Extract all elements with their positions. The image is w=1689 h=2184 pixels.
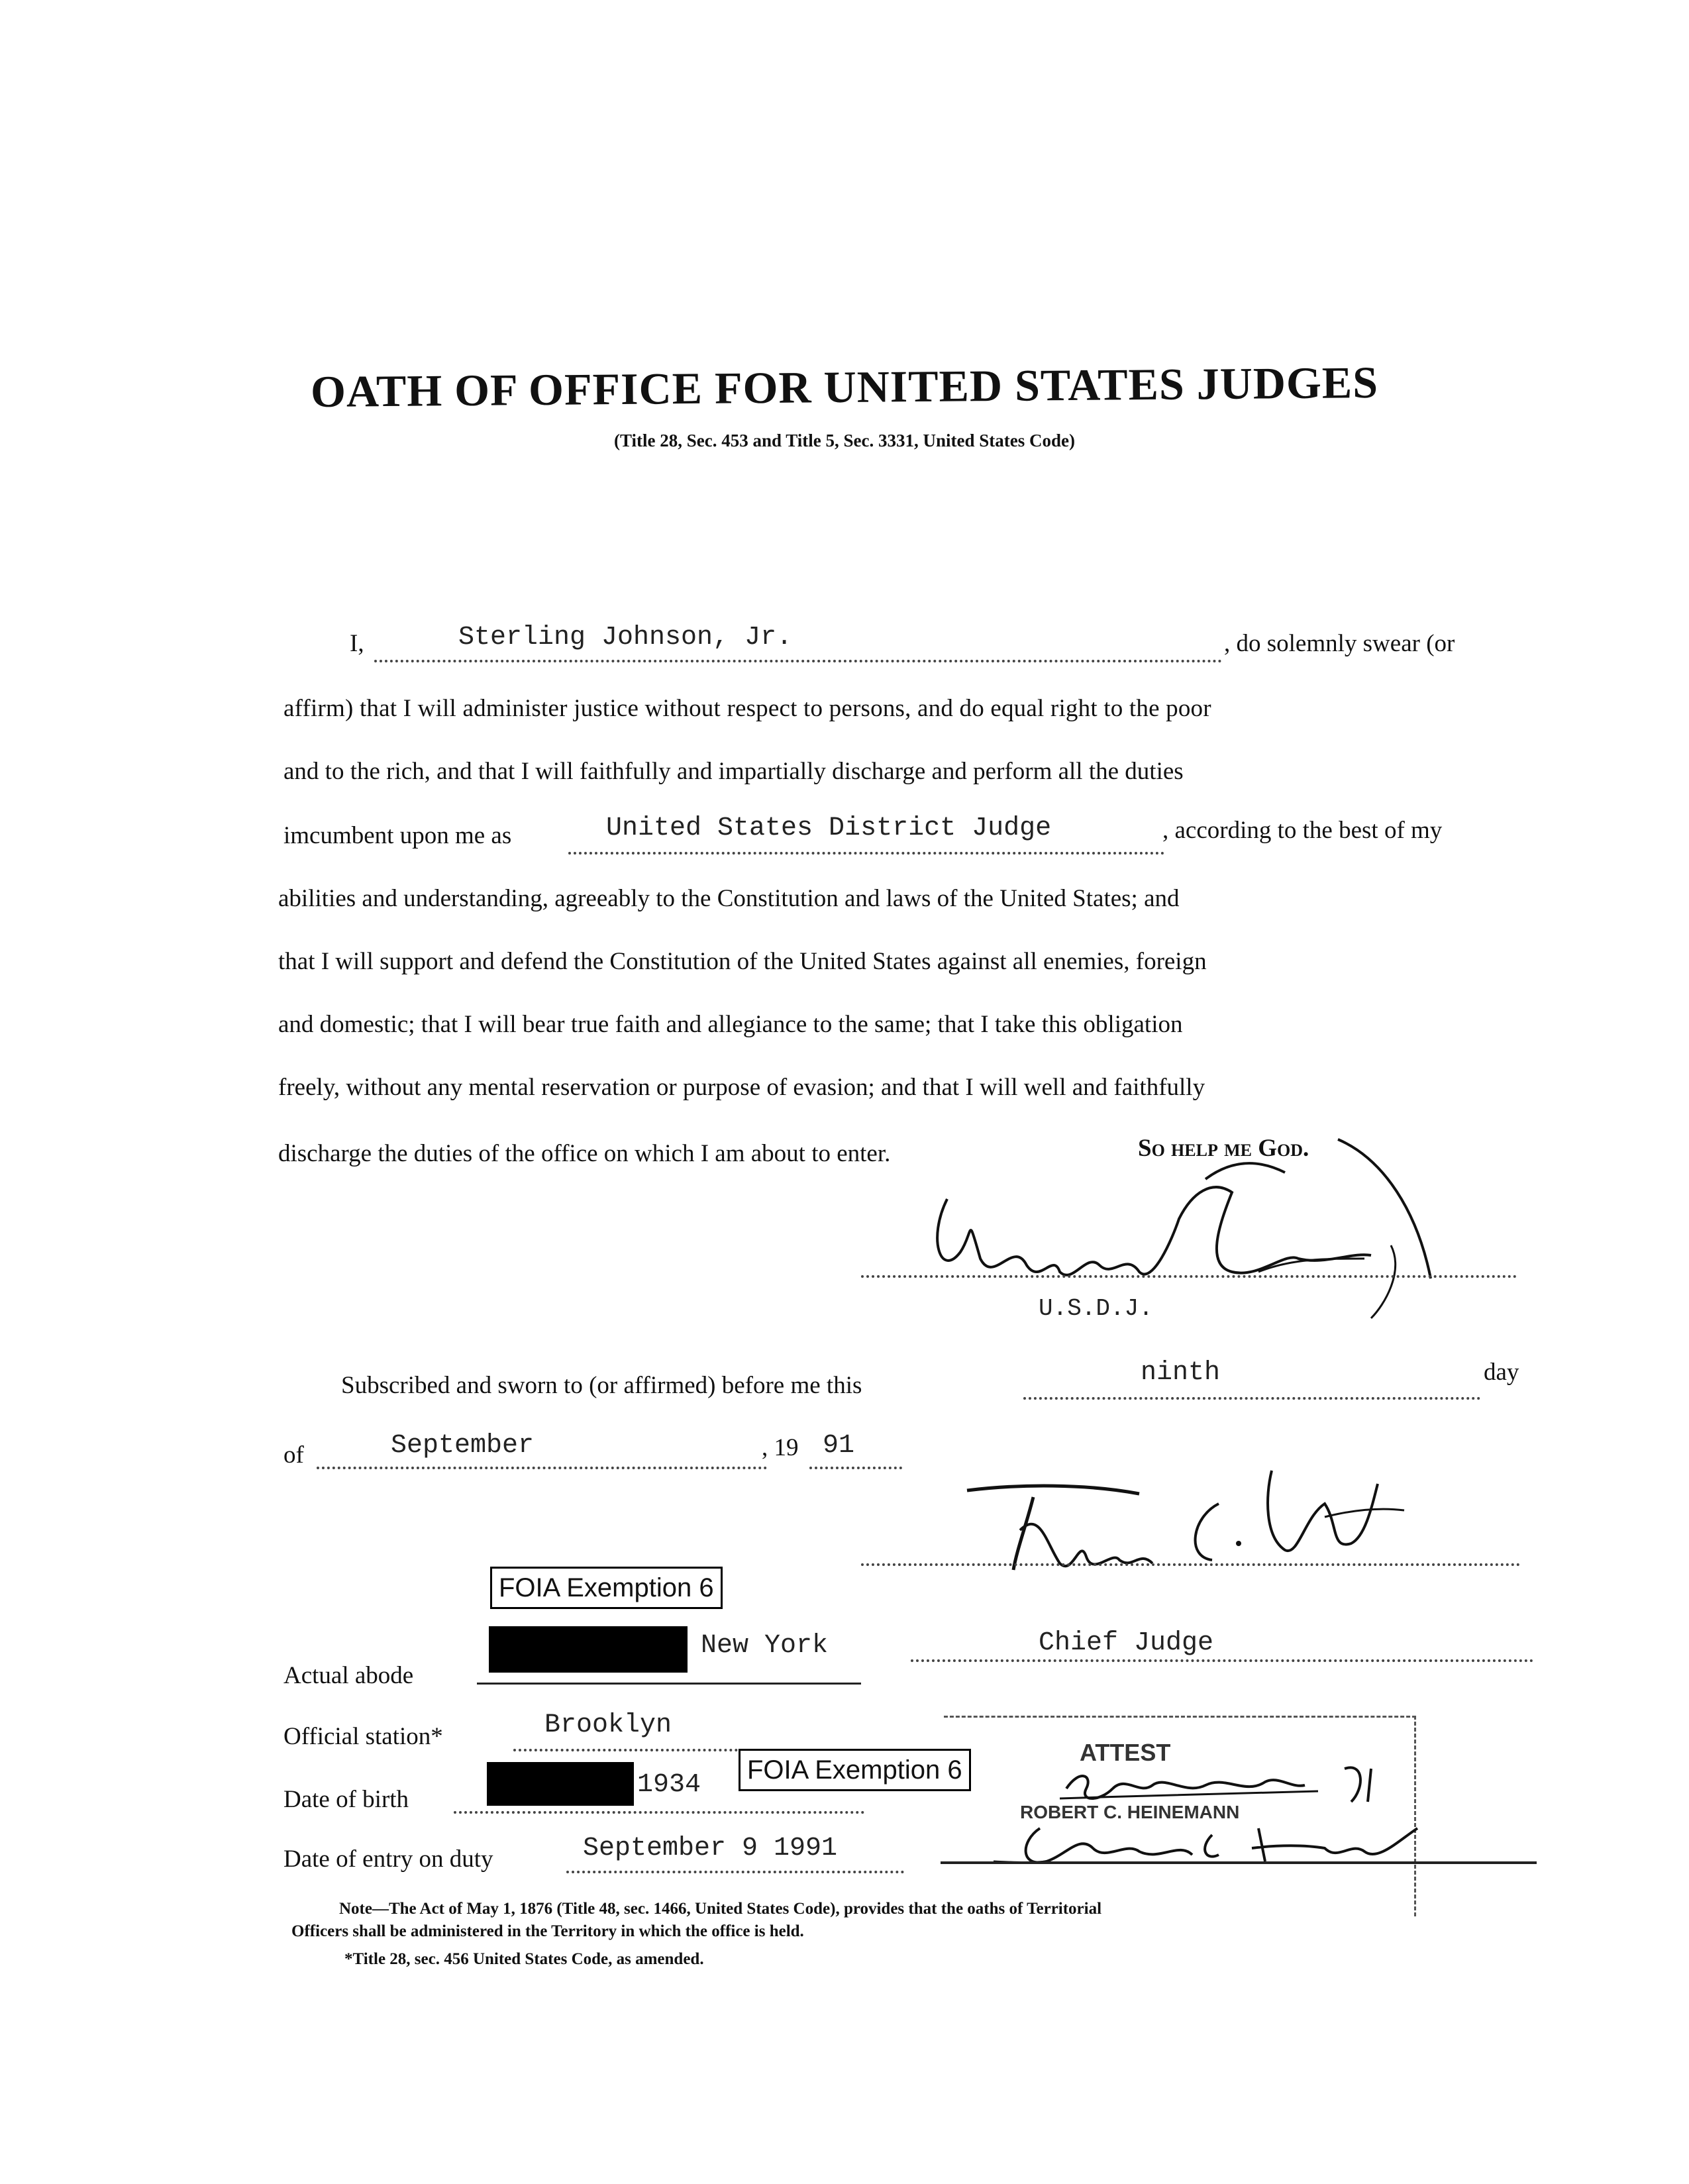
oath-line-7: and domestic; that I will bear true faith and allegiance to the same; that I take this obligation	[278, 1011, 1183, 1038]
entry-label: Date of entry on duty	[283, 1846, 493, 1873]
of-label: of	[283, 1441, 304, 1469]
officer-signature-line	[861, 1563, 1520, 1566]
month-value: September	[391, 1431, 535, 1461]
station-label: Official station*	[283, 1723, 443, 1750]
oath-line-1-suffix: , do solemnly swear (or	[1224, 630, 1455, 657]
foia-exemption-label: FOIA Exemption 6	[490, 1567, 723, 1609]
oath-closing: So help me God.	[1138, 1135, 1309, 1162]
subscribed-text: Subscribed and sworn to (or affirmed) before me this	[341, 1372, 862, 1399]
oath-line-4-suffix: , according to the best of my	[1162, 817, 1443, 844]
redaction-block	[487, 1762, 634, 1806]
footnote-note-line-1: Note—The Act of May 1, 1876 (Title 48, sec. 1466, United States Code), provides that the oaths of Territorial	[339, 1900, 1102, 1918]
oath-line-4-prefix: imcumbent upon me as	[283, 822, 512, 849]
year-value: 91	[823, 1431, 855, 1461]
position-typed: United States District Judge	[606, 813, 1052, 843]
signer-title: U.S.D.J.	[1039, 1295, 1153, 1322]
month-fill-line	[317, 1439, 767, 1469]
oath-line-6: that I will support and defend the Constitution of the United States against all enemies, foreign	[278, 948, 1207, 975]
judge-signature	[861, 1119, 1457, 1338]
entry-value: September 9 1991	[583, 1834, 838, 1863]
footnote-divider	[941, 1861, 1537, 1864]
redaction-block	[489, 1626, 688, 1673]
attest-name: ROBERT C. HEINEMANN	[1020, 1802, 1240, 1822]
attest-signature	[994, 1815, 1444, 1875]
station-value: Brooklyn	[544, 1710, 672, 1740]
dob-value: 1934	[637, 1770, 701, 1800]
oath-prefix: I,	[350, 630, 364, 657]
judge-name-typed: Sterling Johnson, Jr.	[458, 623, 793, 652]
officer-signature	[954, 1444, 1431, 1590]
abode-value: New York	[701, 1631, 829, 1661]
year-prefix: , 19	[762, 1434, 799, 1461]
footnote-note-line-2: Officers shall be administered in the Territory in which the office is held.	[291, 1922, 804, 1940]
oath-line-8: freely, without any mental reservation or purpose of evasion; and that I will well and faithfully	[278, 1074, 1205, 1101]
day-label: day	[1484, 1359, 1519, 1386]
oath-line-2: affirm) that I will administer justice without respect to persons, and do equal right to the poor	[283, 695, 1211, 722]
abode-label: Actual abode	[283, 1662, 414, 1689]
officer-title-line	[911, 1659, 1533, 1662]
day-fill-line	[1023, 1368, 1480, 1400]
oath-line-3: and to the rich, and that I will faithfully and impartially discharge and perform all the duties	[283, 758, 1184, 785]
oath-line-1	[350, 629, 364, 658]
footnote-asterisk: *Title 28, sec. 456 United States Code, as amended.	[344, 1950, 704, 1968]
document-subtitle: (Title 28, Sec. 453 and Title 5, Sec. 3331, United States Code)	[614, 431, 1075, 450]
foia-exemption-label: FOIA Exemption 6	[739, 1749, 971, 1791]
document-title: OATH OF OFFICE FOR UNITED STATES JUDGES	[310, 356, 1379, 417]
day-value: ninth	[1141, 1358, 1221, 1388]
attest-stamp-label: ATTEST	[1080, 1739, 1171, 1766]
oath-line-9: discharge the duties of the office on which I am about to enter.	[278, 1140, 891, 1167]
officer-title: Chief Judge	[1039, 1628, 1214, 1658]
oath-line-5: abilities and understanding, agreeably to the Constitution and laws of the United States; and	[278, 885, 1180, 912]
dob-label: Date of birth	[283, 1786, 409, 1813]
judge-signature-line	[861, 1275, 1517, 1278]
